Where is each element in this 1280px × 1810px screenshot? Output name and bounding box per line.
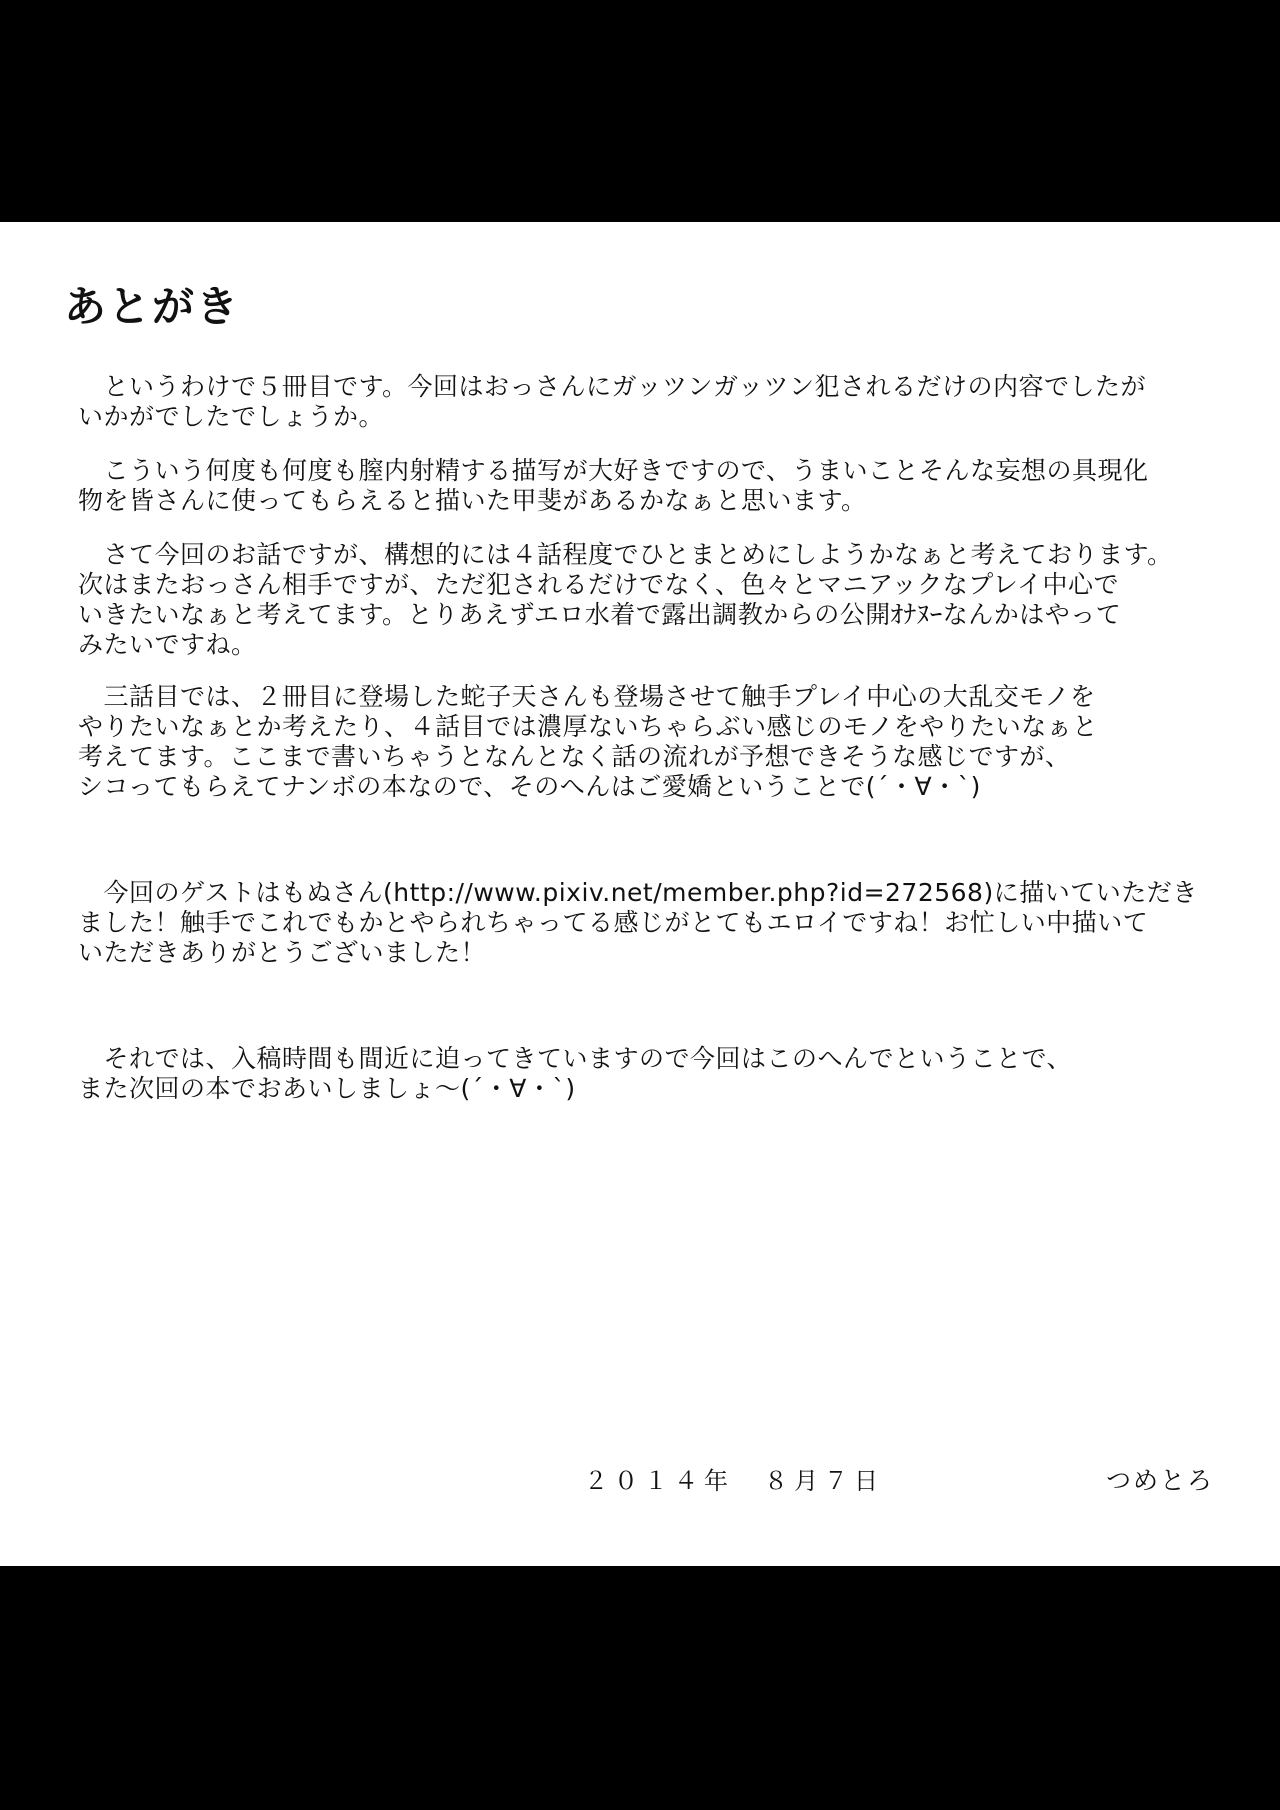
paragraph-guest: 今回のゲストはもぬさん(http://www.pixiv.net/member.php?id=272568)に描いていただき ました！触手でこれでもかとやられちゃってる感じがとてもエロイですね！お忙しい中描いて いただきありがとうございました！: [78, 878, 1198, 967]
date-line: ２０１４年 ８月７日: [584, 1467, 884, 1495]
paragraph-next-chapters: 三話目では、２冊目に登場した蛇子天さんも登場させて触手プレイ中心の大乱交モノを やりたいなぁとか考えたり、４話目では濃厚ないちゃらぶい感じのモノをやりたいなぁと 考えてます。ここまで書いちゃうとなんとなく話の流れが予想できそうな感じですが、 シコってもらえてナンボの本なので、そのへんはご愛嬌ということで(´・∀・`): [78, 682, 1098, 801]
afterword-page: [0, 222, 1280, 1566]
paragraph-intro: というわけで５冊目です。今回はおっさんにガッツンガッツン犯されるだけの内容でしたが いかがでしたでしょうか。: [78, 372, 1147, 431]
paragraph-plan: さて今回のお話ですが、構想的には４話程度でひとまとめにしようかなぁと考えております。 次はまたおっさん相手ですが、ただ犯されるだけでなく、色々とマニアックなプレイ中心で いきたいなぁと考えてます。とりあえずエロ水着で露出調教からの公開ｵﾅﾇｰなんかはやって みたいですね。: [78, 540, 1173, 659]
author-signature: つめとろ: [1106, 1466, 1215, 1495]
bottom-black-band: [0, 1566, 1280, 1810]
paragraph-depiction: こういう何度も何度も膣内射精する描写が大好きですので、うまいことそんな妄想の具現化 物を皆さんに使ってもらえると描いた甲斐があるかなぁと思います。: [78, 456, 1149, 515]
page-title: あとがき: [64, 282, 241, 331]
paragraph-closing: それでは、入稿時間も間近に迫ってきていますので今回はこのへんでということで、 また次回の本でおあいしましょ～(´・∀・`): [78, 1044, 1073, 1103]
top-black-band: [0, 0, 1280, 222]
